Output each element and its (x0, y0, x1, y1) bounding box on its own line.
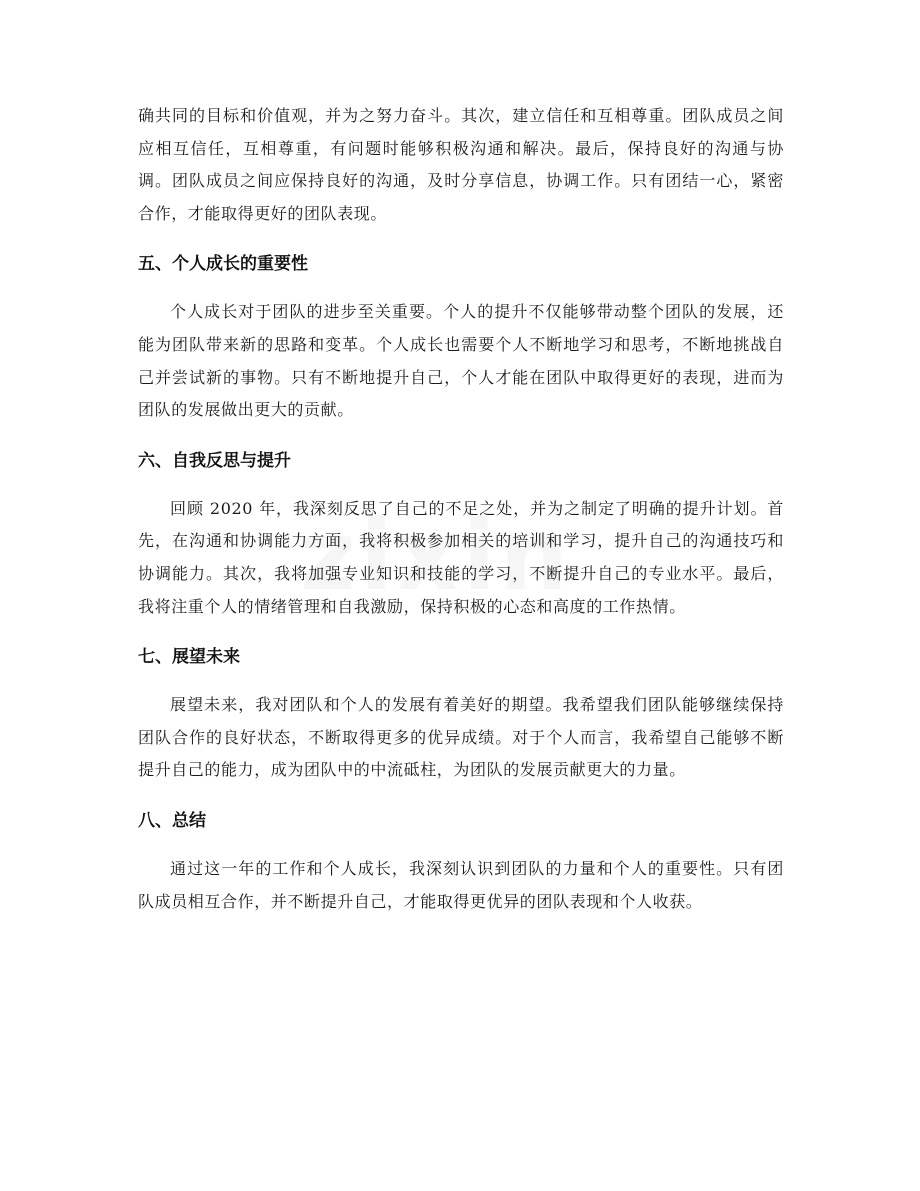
section-heading-6: 六、自我反思与提升 (138, 450, 291, 471)
intro-paragraph: 确共同的目标和价值观，并为之努力奋斗。其次，建立信任和互相尊重。团队成员之间应相互信任，互相尊重，有问题时能够积极沟通和解决。最后，保持良好的沟通与协调。团队成员之间应保持良好的沟通，及时分享信息，协调工作。只有团结一心，紧密合作，才能取得更好的团队表现。 (138, 106, 784, 223)
section-heading-8: 八、总结 (138, 810, 206, 831)
document-body (138, 100, 784, 918)
section-paragraph-5: 个人成长对于团队的进步至关重要。个人的提升不仅能够带动整个团队的发展，还能为团队带来新的思路和变革。个人成长也需要个人不断地学习和思考，不断地挑战自己并尝试新的事物。只有不断地提升自己，个人才能在团队中取得更好的表现，进而为团队的发展做出更大的贡献。 (138, 302, 784, 420)
section-paragraph-8: 通过这一年的工作和个人成长，我深刻认识到团队的力量和个人的重要性。只有团队成员相互合作，并不断提升自己，才能取得更优异的团队表现和个人收获。 (138, 858, 784, 911)
section-paragraph-6: 回顾 2020 年，我深刻反思了自己的不足之处，并为之制定了明确的提升计划。首先，在沟通和协调能力方面，我将积极参加相关的培训和学习，提升自己的沟通技巧和协调能力。其次，我将加强专业知识和技能的学习，不断提升自己的专业水平。最后，我将注重个人的情绪管理和自我激励，保持积极的心态和高度的工作热情。 (138, 498, 784, 616)
section-heading-7: 七、展望未来 (138, 647, 240, 668)
section-heading-5: 五、个人成长的重要性 (138, 254, 308, 275)
section-paragraph-7: 展望未来，我对团队和个人的发展有着美好的期望。我希望我们团队能够继续保持团队合作的良好状态，不断取得更多的优异成绩。对于个人而言，我希望自己能够不断提升自己的能力，成为团队中的中流砥柱，为团队的发展贡献更大的力量。 (138, 695, 784, 780)
